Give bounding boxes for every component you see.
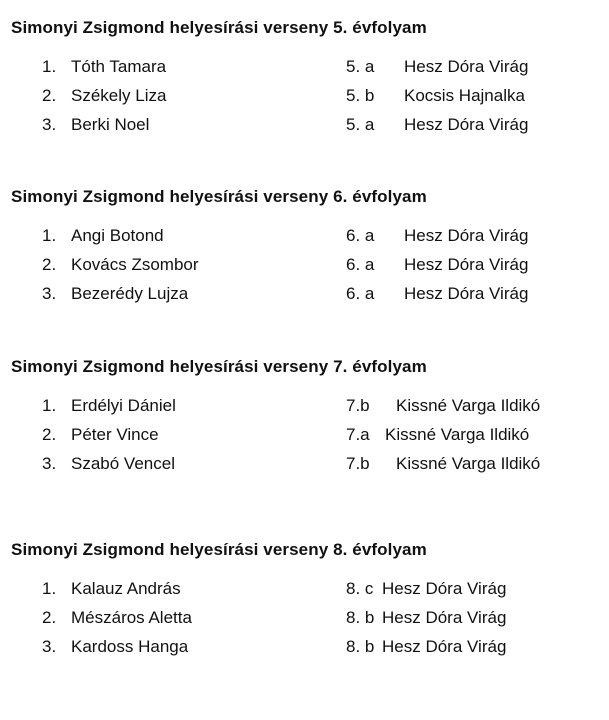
class: 7.b [346,396,370,415]
class: 6. a [346,284,375,303]
class: 5. a [346,57,375,76]
teacher-name: Hesz Dóra Virág [382,579,507,598]
rank: 2. [42,425,57,444]
results-list [0,226,609,313]
teacher-name: Kocsis Hajnalka [404,86,525,105]
student-name: Erdélyi Dániel [71,396,176,415]
results-list [0,396,609,483]
list-item [0,396,609,425]
teacher-name: Hesz Dóra Virág [404,284,529,303]
student-name: Bezerédy Lujza [71,284,189,303]
list-item [0,86,609,115]
teacher-name: Hesz Dóra Virág [404,115,529,134]
rank: 1. [42,226,57,245]
student-name: Péter Vince [71,425,159,444]
class: 6. a [346,255,375,274]
rank: 1. [42,57,57,76]
student-name: Szabó Vencel [71,454,175,473]
teacher-name: Kissné Varga Ildikó [396,454,541,473]
student-name: Angi Botond [71,226,164,245]
class: 5. a [346,115,375,134]
list-item [0,425,609,454]
teacher-name: Hesz Dóra Virág [404,57,529,76]
section-heading: Simonyi Zsigmond helyesírási verseny 7. évfolyam [11,357,427,376]
rank: 1. [42,579,57,598]
class: 6. a [346,226,375,245]
list-item [0,115,609,144]
list-item [0,454,609,483]
class: 7.a [346,425,370,444]
student-name: Kardoss Hanga [71,637,189,656]
teacher-name: Kissné Varga Ildikó [385,425,530,444]
student-name: Mészáros Aletta [71,608,192,627]
teacher-name: Hesz Dóra Virág [382,637,507,656]
class: 8. c [346,579,374,598]
list-item [0,579,609,608]
student-name: Berki Noel [71,115,150,134]
teacher-name: Kissné Varga Ildikó [396,396,541,415]
section-heading: Simonyi Zsigmond helyesírási verseny 8. évfolyam [11,540,427,559]
rank: 1. [42,396,57,415]
list-item [0,255,609,284]
teacher-name: Hesz Dóra Virág [404,255,529,274]
student-name: Székely Liza [71,86,167,105]
section-heading: Simonyi Zsigmond helyesírási verseny 5. évfolyam [11,18,427,37]
results-list [0,579,609,666]
list-item [0,608,609,637]
student-name: Tóth Tamara [71,57,167,76]
teacher-name: Hesz Dóra Virág [404,226,529,245]
rank: 3. [42,454,57,473]
student-name: Kovács Zsombor [71,255,199,274]
list-item [0,57,609,86]
student-name: Kalauz András [71,579,181,598]
list-item [0,637,609,666]
class: 5. b [346,86,375,105]
teacher-name: Hesz Dóra Virág [382,608,507,627]
results-list [0,57,609,144]
class: 7.b [346,454,370,473]
section-heading: Simonyi Zsigmond helyesírási verseny 6. évfolyam [11,187,427,206]
class: 8. b [346,608,375,627]
rank: 2. [42,86,57,105]
rank: 3. [42,115,57,134]
rank: 2. [42,255,57,274]
rank: 3. [42,637,57,656]
list-item [0,226,609,255]
rank: 2. [42,608,57,627]
class: 8. b [346,637,375,656]
rank: 3. [42,284,57,303]
list-item [0,284,609,313]
